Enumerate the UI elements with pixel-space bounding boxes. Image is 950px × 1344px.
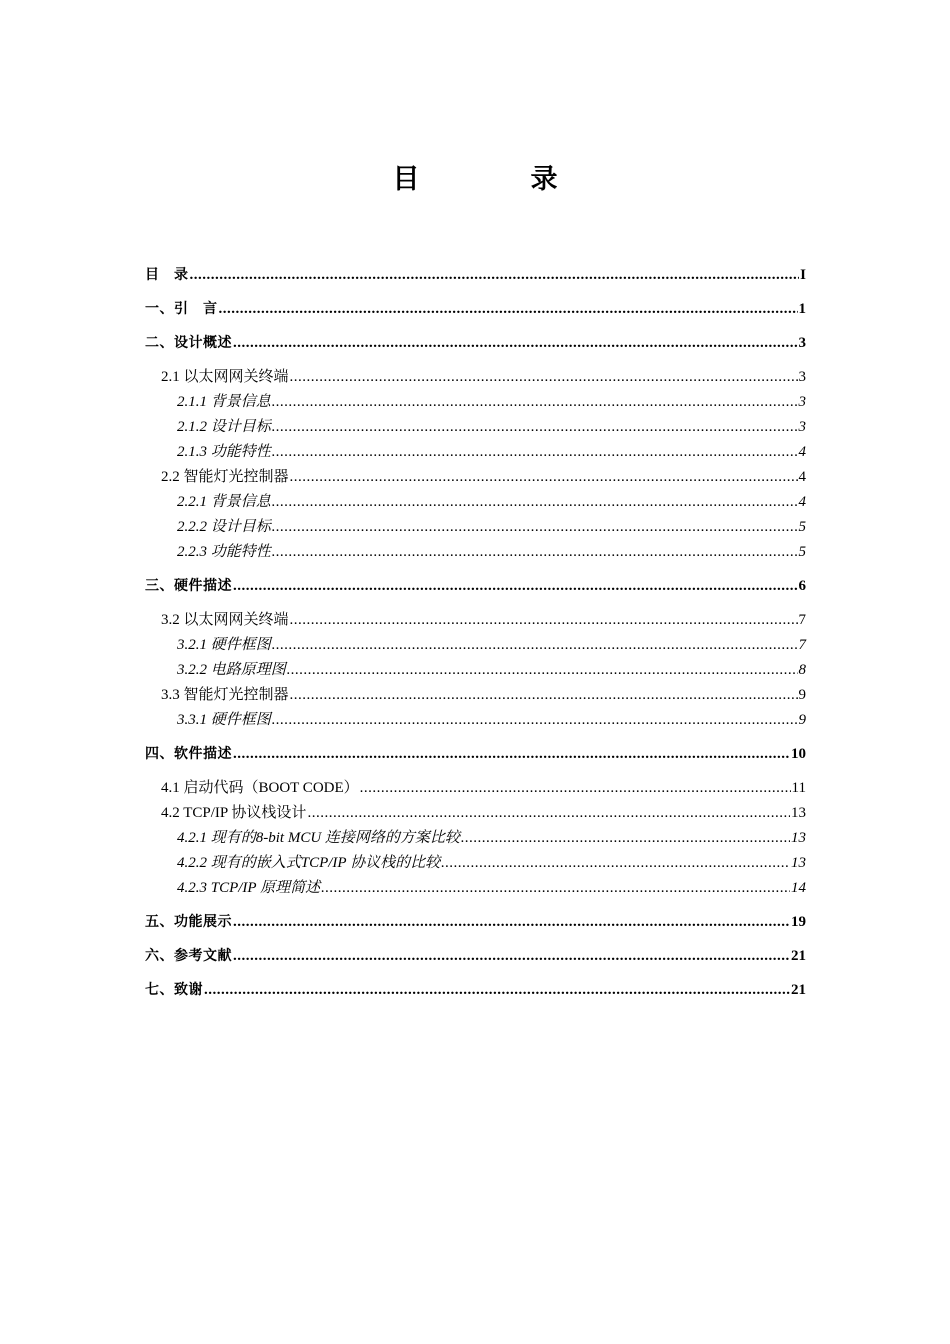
toc-entry-section-2-1-2[interactable] bbox=[145, 415, 806, 440]
toc-page-number: 3 bbox=[798, 394, 806, 410]
toc-entry-section-2-2-2[interactable] bbox=[145, 515, 806, 540]
page-title: 目 录 bbox=[392, 164, 600, 195]
dot-leader bbox=[307, 801, 790, 826]
toc-label: 3.2 以太网网关终端 bbox=[161, 612, 289, 628]
dot-leader bbox=[233, 944, 790, 968]
toc-entry-section-4-2[interactable] bbox=[145, 801, 806, 826]
dot-leader bbox=[287, 658, 798, 683]
toc-page-number: 1 bbox=[798, 301, 806, 317]
toc-label: 2.1.2 设计目标 bbox=[177, 419, 271, 435]
dot-leader bbox=[272, 415, 798, 440]
toc-page-number: 10 bbox=[791, 746, 806, 762]
toc-entry-section-2-1[interactable] bbox=[145, 365, 806, 390]
dot-leader bbox=[272, 633, 798, 658]
toc-label: 五、功能展示 bbox=[145, 914, 232, 930]
toc-entry-chapter-3[interactable] bbox=[145, 574, 806, 598]
table-of-contents bbox=[145, 263, 806, 1012]
dot-leader bbox=[290, 608, 798, 633]
toc-label: 三、硬件描述 bbox=[145, 578, 232, 594]
dot-leader bbox=[233, 331, 798, 355]
toc-page-number: 4 bbox=[798, 444, 806, 460]
toc-label: 2.2.3 功能特性 bbox=[177, 544, 271, 560]
toc-label: 二、设计概述 bbox=[145, 335, 232, 351]
dot-leader bbox=[272, 490, 798, 515]
toc-page-number: 5 bbox=[798, 544, 806, 560]
dot-leader bbox=[204, 978, 790, 1002]
toc-entry-section-3-2-1[interactable] bbox=[145, 633, 806, 658]
dot-leader bbox=[272, 540, 798, 565]
toc-label: 四、软件描述 bbox=[145, 746, 232, 762]
toc-page-number: 14 bbox=[791, 880, 806, 896]
toc-page-number: 11 bbox=[791, 780, 806, 796]
toc-page-number: 9 bbox=[798, 687, 806, 703]
toc-page-number: 9 bbox=[798, 712, 806, 728]
dot-leader bbox=[233, 742, 790, 766]
toc-entry-section-2-1-3[interactable] bbox=[145, 440, 806, 465]
toc-page-number: 4 bbox=[798, 469, 806, 485]
toc-entry-section-2-2-1[interactable] bbox=[145, 490, 806, 515]
toc-entry-section-4-1[interactable] bbox=[145, 776, 806, 801]
toc-label: 2.2.1 背景信息 bbox=[177, 494, 271, 510]
toc-label: 六、参考文献 bbox=[145, 948, 232, 964]
toc-page-number: 13 bbox=[791, 830, 806, 846]
toc-entry-section-3-2[interactable] bbox=[145, 608, 806, 633]
dot-leader bbox=[272, 390, 798, 415]
toc-label: 4.2.3 TCP/IP 原理简述 bbox=[177, 880, 321, 896]
dot-leader bbox=[360, 776, 791, 801]
toc-entry-section-2-1-1[interactable] bbox=[145, 390, 806, 415]
toc-entry-chapter-6[interactable] bbox=[145, 944, 806, 968]
toc-entry-section-4-2-3[interactable] bbox=[145, 876, 806, 901]
dot-leader bbox=[272, 708, 798, 733]
toc-page-number: 19 bbox=[791, 914, 806, 930]
toc-page-number: 13 bbox=[791, 805, 806, 821]
toc-entry-contents[interactable] bbox=[145, 263, 806, 287]
dot-leader bbox=[233, 574, 798, 598]
toc-entry-section-4-2-2[interactable] bbox=[145, 851, 806, 876]
toc-entry-chapter-7[interactable] bbox=[145, 978, 806, 1002]
toc-label: 2.1.3 功能特性 bbox=[177, 444, 271, 460]
dot-leader bbox=[219, 297, 798, 321]
toc-label: 3.2.2 电路原理图 bbox=[177, 662, 286, 678]
toc-entry-chapter-2[interactable] bbox=[145, 331, 806, 355]
toc-label: 七、致谢 bbox=[145, 982, 203, 998]
dot-leader bbox=[461, 826, 790, 851]
toc-label: 4.2.2 现有的嵌入式TCP/IP 协议栈的比较 bbox=[177, 855, 441, 871]
toc-page-number: 3 bbox=[798, 369, 806, 385]
toc-entry-chapter-1[interactable] bbox=[145, 297, 806, 321]
toc-page-number: 3 bbox=[798, 419, 806, 435]
toc-label: 2.2 智能灯光控制器 bbox=[161, 469, 289, 485]
dot-leader bbox=[190, 263, 800, 287]
toc-page-number: 21 bbox=[791, 982, 806, 998]
toc-entry-section-3-2-2[interactable] bbox=[145, 658, 806, 683]
toc-entry-section-3-3-1[interactable] bbox=[145, 708, 806, 733]
toc-entry-section-2-2[interactable] bbox=[145, 465, 806, 490]
toc-entry-section-4-2-1[interactable] bbox=[145, 826, 806, 851]
toc-label: 目 录 bbox=[145, 267, 189, 283]
toc-label: 4.2 TCP/IP 协议栈设计 bbox=[161, 805, 307, 821]
toc-label: 2.1.1 背景信息 bbox=[177, 394, 271, 410]
dot-leader bbox=[290, 465, 798, 490]
toc-entry-section-3-3[interactable] bbox=[145, 683, 806, 708]
toc-entry-section-2-2-3[interactable] bbox=[145, 540, 806, 565]
toc-page-number: 8 bbox=[798, 662, 806, 678]
toc-page-number: 5 bbox=[798, 519, 806, 535]
toc-page-number: 3 bbox=[798, 335, 806, 351]
toc-label: 3.3.1 硬件框图 bbox=[177, 712, 271, 728]
toc-label: 3.2.1 硬件框图 bbox=[177, 637, 271, 653]
toc-entry-chapter-4[interactable] bbox=[145, 742, 806, 766]
toc-page-number: 4 bbox=[798, 494, 806, 510]
toc-label: 3.3 智能灯光控制器 bbox=[161, 687, 289, 703]
toc-page-number: 13 bbox=[791, 855, 806, 871]
toc-entry-chapter-5[interactable] bbox=[145, 910, 806, 934]
dot-leader bbox=[233, 910, 790, 934]
toc-page-number: 7 bbox=[798, 612, 806, 628]
dot-leader bbox=[272, 515, 798, 540]
toc-page-number: 7 bbox=[798, 637, 806, 653]
dot-leader bbox=[272, 440, 798, 465]
toc-label: 2.1 以太网网关终端 bbox=[161, 369, 289, 385]
toc-page-number: 21 bbox=[791, 948, 806, 964]
dot-leader bbox=[441, 851, 790, 876]
toc-page-number: I bbox=[800, 267, 806, 283]
dot-leader bbox=[321, 876, 790, 901]
toc-label: 4.2.1 现有的8-bit MCU 连接网络的方案比较 bbox=[177, 830, 460, 846]
toc-label: 4.1 启动代码（BOOT CODE） bbox=[161, 780, 359, 796]
dot-leader bbox=[290, 683, 798, 708]
toc-page-number: 6 bbox=[798, 578, 806, 594]
dot-leader bbox=[290, 365, 798, 390]
toc-label: 一、引 言 bbox=[145, 301, 218, 317]
toc-label: 2.2.2 设计目标 bbox=[177, 519, 271, 535]
